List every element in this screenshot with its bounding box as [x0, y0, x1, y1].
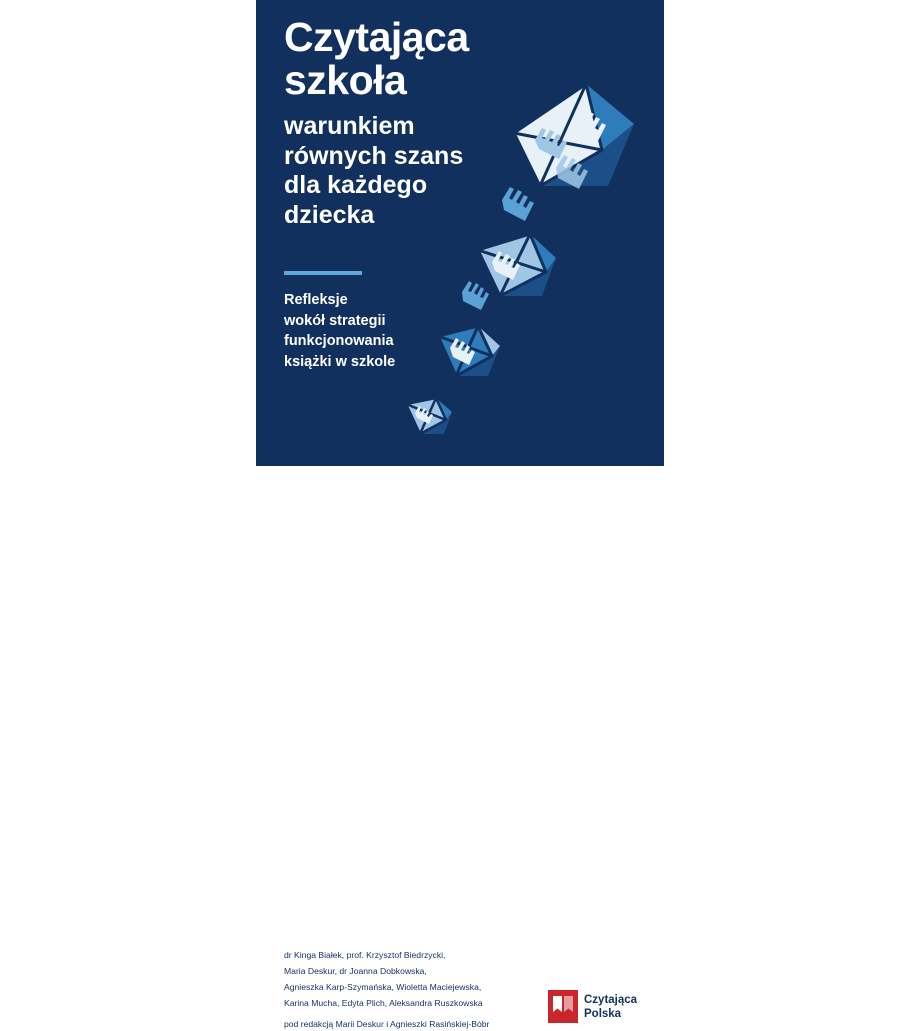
blurb-line-4: książki w szkole	[284, 353, 396, 370]
publisher-name-line-2: Polska	[584, 1008, 622, 1021]
book-subtitle-line-3: dla każdego	[284, 171, 428, 200]
cover-lower-panel	[256, 466, 664, 1029]
publisher-logo	[548, 990, 644, 1026]
book-title	[284, 16, 544, 102]
accent-divider	[284, 271, 362, 275]
book-subtitle-line-1: warunkiem	[284, 112, 415, 141]
book-blurb	[284, 290, 514, 372]
publisher-name	[584, 993, 637, 1021]
publisher-name-line-1: Czytająca	[584, 994, 638, 1006]
blurb-line-2: wokół strategii	[284, 312, 386, 329]
authors-line-1: dr Kinga Białek, prof. Krzysztof Biedrzycki,	[284, 950, 446, 960]
kite-tiny-icon	[406, 398, 452, 434]
authors-line-3: Agnieszka Karp-Szymańska, Wioletta Maciejewska,	[284, 981, 482, 992]
book-title-line-1: Czytająca	[284, 14, 469, 60]
authors-line-4: Karina Mucha, Edyta Plich, Aleksandra Ruszkowska	[284, 997, 483, 1008]
authors-line-2: Maria Deskur, dr Joanna Dobkowska,	[284, 965, 427, 976]
blurb-line-1: Refleksje	[284, 292, 348, 308]
book-title-line-2: szkoła	[284, 57, 407, 104]
cover-upper-panel	[256, 0, 664, 466]
book-subtitle-line-4: dziecka	[284, 200, 375, 229]
book-subtitle	[284, 112, 544, 230]
title-block	[284, 16, 544, 230]
book-flag-logo-icon	[548, 990, 578, 1023]
blurb-line-3: funkcjonowania	[284, 333, 394, 350]
authors-list	[284, 948, 544, 1012]
book-cover	[256, 0, 664, 1029]
editors-line: pod redakcją Marii Deskur i Agnieszki Rasińskiej-Bóbr	[284, 1019, 490, 1029]
book-subtitle-line-2: równych szans	[284, 141, 464, 170]
kite-medium-icon	[478, 234, 556, 296]
